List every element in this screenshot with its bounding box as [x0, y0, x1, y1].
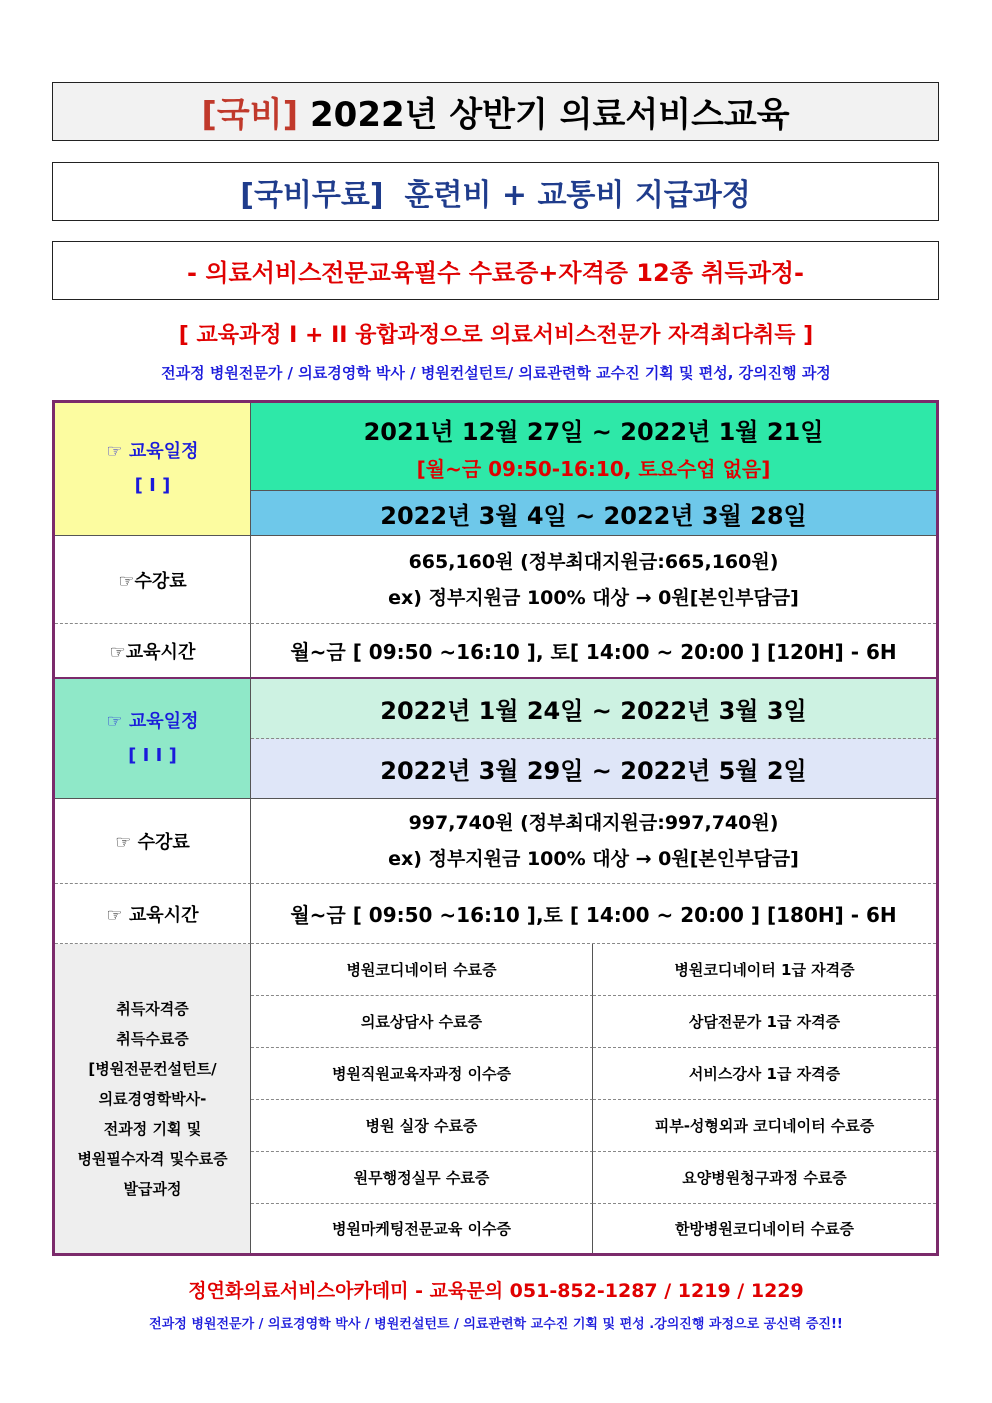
course1-date1-cell [251, 403, 936, 491]
cert-item: 한방병원코디네이터 수료증 [674, 1220, 855, 1238]
course2-date2: 2022년 3월 29일 ~ 2022년 5월 2일 [380, 757, 807, 785]
certs-label-line: 병원필수자격 및수료증 [77, 1149, 228, 1168]
cert-item: 병원코디네이터 수료증 [251, 944, 593, 996]
certs-label-line: [병원전문컨설턴트/ [88, 1059, 217, 1078]
course1-number: [ I ] [134, 475, 171, 496]
cert-item: 병원마케팅전문교육 이수증 [251, 1204, 593, 1253]
title-main: 2022년 상반기 의료서비스교육 [298, 95, 790, 135]
cert-item: 병원 실장 수료증 [251, 1100, 593, 1152]
course2-fee-line2: ex) 정부지원금 100% 대상 → 0원[본인부담금] [388, 848, 799, 870]
cert-item: 서비스강사 1급 자격증 [593, 1048, 936, 1100]
certs-label-cell [55, 944, 251, 1253]
title-prefix: [국비] [201, 95, 299, 135]
course1-date2-cell [251, 491, 936, 536]
certs-label-line: 전과정 기획 및 [103, 1119, 202, 1138]
course2-date1: 2022년 1월 24일 ~ 2022년 3월 3일 [380, 697, 807, 725]
course2-schedule-title: ☞ 교육일정 [106, 710, 199, 732]
course1-schedule-title: ☞ 교육일정 [106, 441, 199, 462]
course2-date1-cell [251, 679, 936, 739]
cert-item: 원무행정실무 수료증 [251, 1152, 593, 1204]
course1-fee-line2: ex) 정부지원금 100% 대상 → 0원[본인부담금] [388, 586, 799, 609]
cert-item: 병원직원교육자과정 이수증 [251, 1048, 593, 1100]
footer-note: 전과정 병원전문가 / 의료경영학 박사 / 병원컨설턴트 / 의료관련학 교수진 기획 및 편성 .강의진행 과정으로 공신력 증진!! [149, 1317, 843, 1332]
subtitle2: - 의료서비스전문교육필수 수료증+자격증 12종 취득과정- [187, 259, 804, 287]
footer-contact: 정연화의료서비스아카데미 - 교육문의 051-852-1287 / 1219 / 1229 [188, 1280, 804, 1302]
course1-time-value: 월~금 [ 09:50 ~16:10 ], 토[ 14:00 ~ 20:00 ] [120H] - 6H [290, 640, 897, 664]
course1-date1: 2021년 12월 27일 ~ 2022년 1월 21일 [363, 417, 824, 446]
course2-schedule-label [55, 679, 251, 799]
course1-time-label-cell [55, 624, 251, 679]
certs-label-line: 취득수료증 [116, 1029, 189, 1048]
course1-time-label: ☞교육시간 [109, 641, 196, 663]
certs-label-line: 취득자격증 [116, 999, 189, 1018]
subtitle-box [52, 162, 939, 221]
course2-time-label-cell [55, 884, 251, 944]
cert-item: 피부-성형외과 코디네이터 수료증 [593, 1100, 936, 1152]
course2-time-cell [251, 884, 936, 944]
title-box [52, 82, 939, 141]
course2-time-value: 월~금 [ 09:50 ~16:10 ],토 [ 14:00 ~ 20:00 ] [180H] - 6H [290, 903, 897, 927]
certs-label-line: 의료경영학박사- [98, 1089, 207, 1108]
course2-fee-label-cell [55, 799, 251, 884]
course1-date2: 2022년 3월 4일 ~ 2022년 3월 28일 [380, 501, 807, 530]
course1-time-cell [251, 624, 936, 679]
course2-fee-line1: 997,740원 (정부최대지원금:997,740원) [408, 812, 779, 834]
course1-fee-line1: 665,160원 (정부최대지원금:665,160원) [408, 550, 779, 573]
course2-fee-cell [251, 799, 936, 884]
subtitle2-box [52, 241, 939, 300]
course1-schedule-label [55, 403, 251, 536]
course2-fee-label: ☞ 수강료 [115, 832, 190, 853]
cert-item: 요양병원청구과정 수료증 [593, 1152, 936, 1204]
course2-date2-cell [251, 739, 936, 799]
faculty-line: 전과정 병원전문가 / 의료경영학 박사 / 병원컨설턴트/ 의료관련학 교수진 기획 및 편성, 강의진행 과정 [161, 364, 831, 382]
cert-item: 상담전문가 1급 자격증 [593, 996, 936, 1048]
course1-date1-note: [월~금 09:50-16:10, 토요수업 없음] [416, 456, 771, 481]
cert-item: 병원코디네이터 1급 자격증 [593, 944, 936, 996]
course1-fee-cell [251, 536, 936, 624]
course1-fee-label: ☞수강료 [118, 570, 187, 592]
course1-fee-label-cell [55, 536, 251, 624]
course-table [52, 400, 939, 1256]
course2-number: [ I I ] [128, 744, 177, 766]
highlight-line: [ 교육과정 I + II 융합과정으로 의료서비스전문가 자격최다취득 ] [178, 323, 814, 348]
certs-label-line: 발급과정 [123, 1179, 182, 1198]
subtitle: [국비무료] 훈련비 + 교통비 지급과정 [240, 177, 751, 213]
course2-time-label: ☞ 교육시간 [106, 904, 199, 926]
cert-item: 의료상담사 수료증 [251, 996, 593, 1048]
